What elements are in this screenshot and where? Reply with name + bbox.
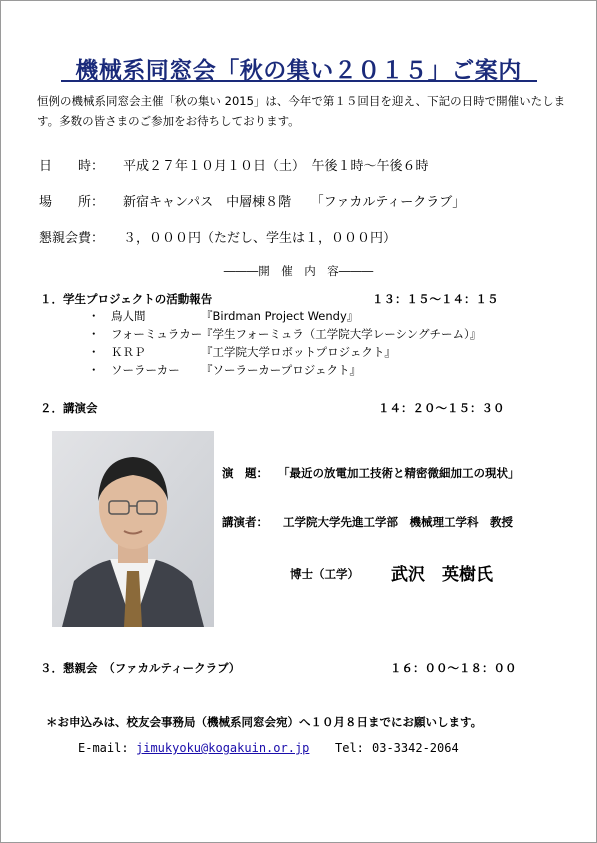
section2-time: １４：２０〜１５：３０ bbox=[378, 401, 505, 415]
project-name: ・ ソーラーカー bbox=[88, 363, 180, 377]
tel-label: Tel: bbox=[335, 741, 364, 755]
section3-title: ３．懇親会 （ファカルティークラブ） bbox=[40, 661, 241, 675]
section2-title: ２．講演会 bbox=[40, 401, 98, 415]
fee-value: ３，０００円（ただし、学生は１，０００円） bbox=[123, 231, 397, 246]
lecturer-label: 講演者： bbox=[222, 515, 268, 529]
lecturer-name: 武沢 英樹氏 bbox=[391, 565, 493, 585]
program-heading: ―――開 催 内 容――― bbox=[223, 264, 374, 278]
section1-title: １．学生プロジェクトの活動報告 bbox=[40, 292, 213, 306]
project-title: 『ソーラーカープロジェクト』 bbox=[201, 363, 361, 377]
topic-label: 演 題： bbox=[222, 466, 268, 480]
lecturer-affiliation: 工学院大学先進工学部 機械理工学科 教授 bbox=[283, 515, 513, 529]
lecturer-degree: 博士（工学） bbox=[290, 567, 359, 581]
project-title: 『工学院大学ロボットプロジェクト』 bbox=[201, 345, 396, 359]
email-label: E-mail: bbox=[78, 741, 129, 755]
topic-title: 「最近の放電加工技術と精密微細加工の現状」 bbox=[278, 466, 520, 480]
email-link[interactable]: jimukyoku@kogakuin.or.jp bbox=[136, 741, 310, 755]
tel-number: 03-3342-2064 bbox=[372, 741, 459, 755]
title-underline bbox=[61, 80, 537, 82]
apply-note: ＊お申込みは、校友会事務局（機械系同窓会宛）へ１０月８日までにお願いします。 bbox=[46, 715, 483, 729]
intro-text: 恒例の機械系同窓会主催「秋の集い 2015」は、今年で第１５回目を迎え、下記の日時で開催いたします。多数の皆さまのご参加をお待ちしております。 bbox=[37, 94, 566, 128]
place-label: 場 所： bbox=[39, 195, 105, 210]
lecturer-photo bbox=[52, 431, 214, 627]
project-title: 『学生フォーミュラ（工学院大学レーシングチーム）』 bbox=[201, 327, 482, 341]
section3-time: １６：００〜１８：００ bbox=[390, 661, 517, 675]
project-name: ・ 鳥人間 bbox=[88, 309, 146, 323]
fee-label: 懇親会費： bbox=[39, 231, 105, 246]
date-label: 日 時： bbox=[39, 159, 105, 174]
project-name: ・ フォーミュラカー bbox=[88, 327, 203, 341]
date-value: 平成２７年１０月１０日（土） 午後１時〜午後６時 bbox=[123, 159, 429, 174]
place-value: 新宿キャンパス 中層棟８階 「ファカルティークラブ」 bbox=[123, 195, 466, 210]
page-title: 機械系同窓会「秋の集い２０１５」ご案内 bbox=[75, 58, 522, 84]
project-name: ・ ＫＲＰ bbox=[88, 345, 146, 359]
section1-time: １３：１５〜１４：１５ bbox=[372, 292, 499, 306]
project-title: 『Birdman Project Wendy』 bbox=[201, 309, 359, 323]
